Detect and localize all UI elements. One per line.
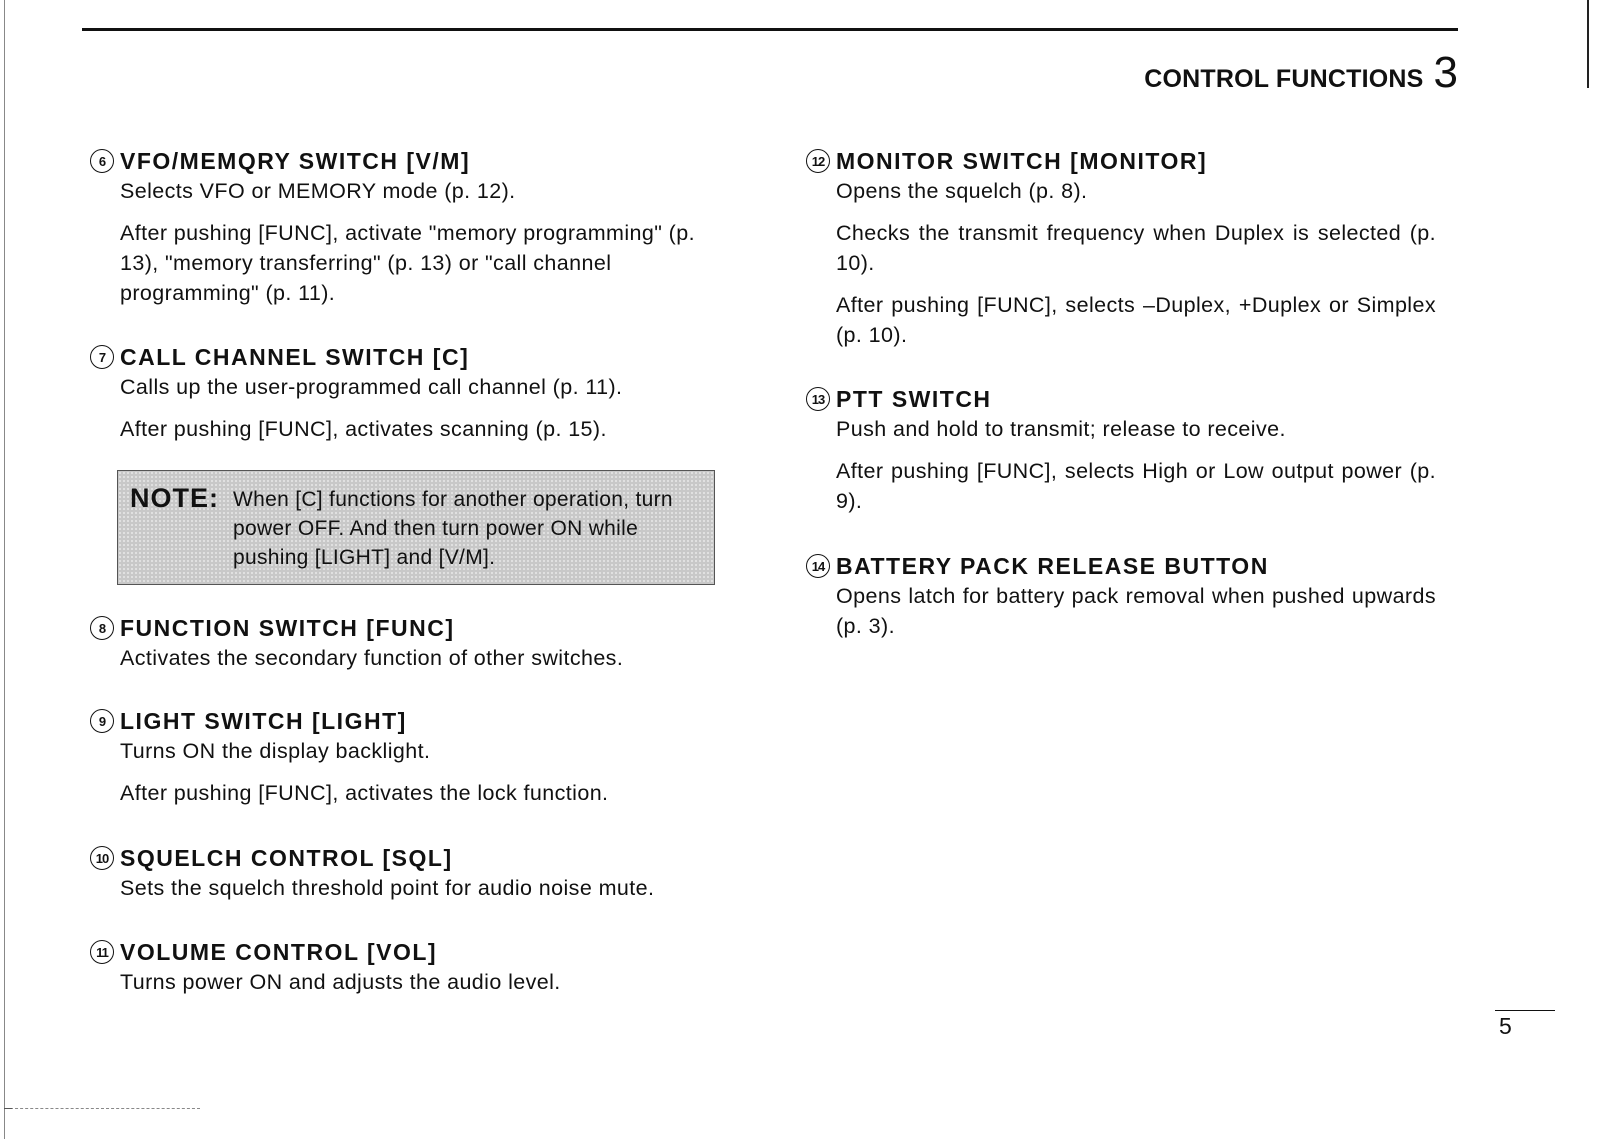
section-title: MONITOR SWITCH [MONITOR] bbox=[836, 147, 1208, 174]
section-paragraph: After pushing [FUNC], selects High or Low output power (p. 9). bbox=[836, 459, 1436, 513]
section-title: VOLUME CONTROL [VOL] bbox=[120, 938, 438, 965]
section-paragraph: Calls up the user-programmed call channel (p. 11). bbox=[120, 375, 623, 399]
section-heading bbox=[806, 551, 1456, 581]
section-ptt bbox=[806, 384, 1456, 516]
scan-artifact bbox=[10, 1108, 200, 1110]
section-monitor bbox=[806, 146, 1456, 350]
section-light bbox=[90, 706, 740, 808]
section-title: CALL CHANNEL SWITCH [C] bbox=[120, 343, 470, 370]
section-title: LIGHT SWITCH [LIGHT] bbox=[120, 707, 407, 734]
circled-number-icon: 14 bbox=[806, 554, 830, 578]
note-text: When [C] functions for another operation, turn power OFF. And then turn power ON while pushing [LIGHT] and [V/M]. bbox=[233, 488, 673, 569]
section-paragraph: After pushing [FUNC], activates scanning (p. 15). bbox=[120, 417, 607, 441]
section-paragraph: Opens the squelch (p. 8). bbox=[836, 179, 1088, 203]
header-rule bbox=[82, 28, 1458, 31]
circled-number-icon: 11 bbox=[90, 940, 114, 964]
page-right-edge bbox=[1587, 0, 1589, 88]
section-call-channel bbox=[90, 342, 740, 444]
circled-number-icon: 10 bbox=[90, 846, 114, 870]
section-title: SQUELCH CONTROL [SQL] bbox=[120, 844, 453, 871]
section-paragraph: Activates the secondary function of other switches. bbox=[120, 646, 624, 670]
note-label: NOTE: bbox=[130, 483, 219, 513]
circled-number-icon: 8 bbox=[90, 616, 114, 640]
section-paragraph: After pushing [FUNC], activate "memory programming" (p. 13), "memory transferring" (p. 13) or "call channel programming" (p. 11). bbox=[120, 221, 695, 305]
circled-number-icon: 13 bbox=[806, 387, 830, 411]
section-paragraph: Turns power ON and adjusts the audio level. bbox=[120, 970, 561, 994]
section-paragraph: Selects VFO or MEMORY mode (p. 12). bbox=[120, 179, 516, 203]
page-number: 5 bbox=[1495, 1010, 1555, 1040]
scan-edge-mark bbox=[4, 1108, 12, 1109]
section-heading bbox=[806, 146, 1456, 176]
section-battery bbox=[806, 551, 1456, 641]
page-left-edge bbox=[4, 0, 5, 1139]
section-paragraph: Turns ON the display backlight. bbox=[120, 739, 431, 763]
section-paragraph: Push and hold to transmit; release to receive. bbox=[836, 417, 1286, 441]
section-volume bbox=[90, 937, 740, 997]
circled-number-icon: 6 bbox=[90, 149, 114, 173]
chapter-header bbox=[1144, 48, 1458, 98]
section-paragraph: Checks the transmit frequency when Duplex is selected (p. 10). bbox=[836, 221, 1436, 275]
section-paragraph: After pushing [FUNC], selects –Duplex, +Duplex or Simplex (p. 10). bbox=[836, 293, 1436, 347]
circled-number-icon: 7 bbox=[90, 345, 114, 369]
section-title: FUNCTION SWITCH [FUNC] bbox=[120, 614, 455, 641]
section-heading bbox=[90, 706, 740, 736]
section-heading bbox=[90, 843, 740, 873]
note-box bbox=[117, 470, 715, 585]
section-paragraph: Opens latch for battery pack removal when pushed upwards (p. 3). bbox=[836, 584, 1436, 638]
chapter-title: CONTROL FUNCTIONS bbox=[1144, 65, 1424, 93]
section-paragraph: Sets the squelch threshold point for audio noise mute. bbox=[120, 876, 655, 900]
section-squelch bbox=[90, 843, 740, 903]
section-title: BATTERY PACK RELEASE BUTTON bbox=[836, 552, 1269, 579]
section-paragraph: After pushing [FUNC], activates the lock function. bbox=[120, 781, 609, 805]
section-heading bbox=[806, 384, 1456, 414]
section-title: VFO/MEMQRY SWITCH [V/M] bbox=[120, 147, 471, 174]
chapter-number: 3 bbox=[1433, 48, 1458, 97]
section-vfo-memory bbox=[90, 146, 740, 308]
circled-number-icon: 12 bbox=[806, 149, 830, 173]
section-heading bbox=[90, 613, 740, 643]
section-heading bbox=[90, 146, 740, 176]
circled-number-icon: 9 bbox=[90, 709, 114, 733]
section-function bbox=[90, 613, 740, 673]
section-heading bbox=[90, 342, 740, 372]
section-heading bbox=[90, 937, 740, 967]
section-title: PTT SWITCH bbox=[836, 385, 992, 412]
